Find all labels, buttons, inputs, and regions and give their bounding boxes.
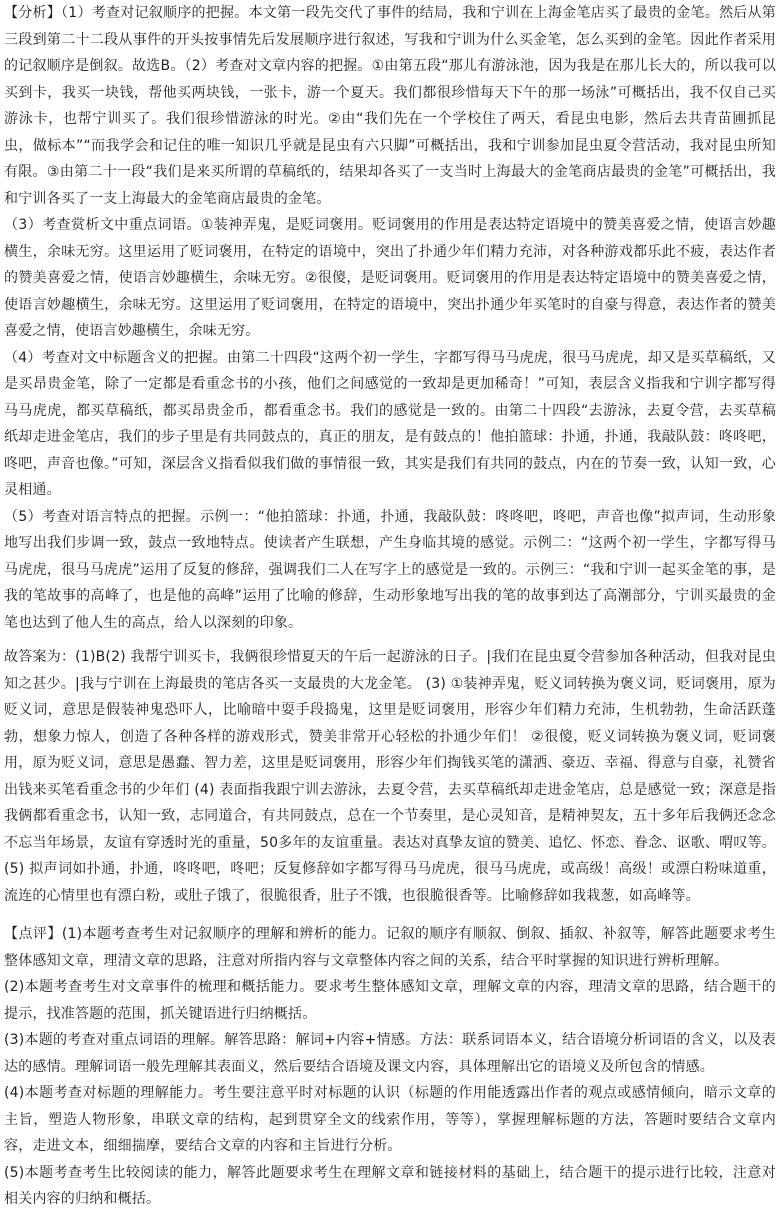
comment-paragraph-3: (3)本题的考查对重点词语的理解。解答思路：解词+内容+情感。方法：联系词语本义，结合语境分析词语的含义，以及表达的感情。理解词语一般先理解其表面义，然后要结合语境及课文内容，具体理解出它的语境义及所包含的情感。	[4, 1032, 776, 1075]
analysis-paragraph-3: （4）考查对文中标题含义的把握。由第二十四段“这两个初一学生，字都写得马马虎虎，很马马虎虎，却又是买草稿纸，又是买昂贵金笔，除了一定都是看重念书的小孩，他们之间感觉的一致却是更加稀奇！”可知，表层含义指我和宁训字都写得马马虎虎，都买草稿纸，都买昂贵金币，都看重念书。我们的感觉是一致的。由第二十四段“去游泳，去夏令营，去买草稿纸却走进金笔店，我们的步子里是有共同鼓点的，真正的朋友，是有鼓点的！他拍篮球：扑通，扑通，我敲队鼓：咚咚吧，咚吧，声音也像。”可知，深层含义指看似我们做的事情很一致，其实是我们有共同的鼓点，内在的节奏一致，认知一致，心灵相通。	[4, 349, 776, 498]
analysis-paragraph-4: （5）考查对语言特点的把握。示例一：“他拍篮球：扑通，扑通，我敲队鼓：咚咚吧，咚吧，声音也像”拟声词，生动形象地写出我们步调一致，鼓点一致地特点。使读者产生联想，产生身临其境的感觉。示例二：“这两个初一学生，字都写得马马虎虎，很马马虎虎”运用了反复的修辞，强调我们二人在写字上的感觉是一致的。示例三：“我和宁训一起买金笔的事，是我的笔故事的高峰了，也是他的高峰”运用了比喻的修辞，生动形象地写出我的笔的故事到达了高潮部分，宁训买最贵的金笔也达到了他人生的高点，给人以深刻的印象。	[4, 508, 776, 631]
analysis-paragraph-2: （3）考查赏析文中重点词语。①装神弄鬼，是贬词褒用。贬词褒用的作用是表达特定语境中的赞美喜爱之情，使语言妙趣横生，余味无穷。这里运用了贬词褒用，在特定的语境中，突出了扑通少年们精力充沛，对各种游戏都乐此不疲，表达作者的赞美喜爱之情，使语言妙趣横生，余味无穷。②很傻，是贬词褒用。贬词褒用的作用是表达特定语境中的赞美喜爱之情，使语言妙趣横生，余味无穷。这里运用了贬词褒用，在特定的语境中，突出扑通少年买笔时的自豪与得意，表达作者的赞美喜爱之情，使语言妙趣横生，余味无穷。	[4, 217, 776, 339]
comment-paragraph-1: 【点评】(1)本题考查考生对记叙顺序的理解和辨析的能力。记叙的顺序有顺叙、倒叙、插叙、补叙等，解答此题要求考生整体感知文章，理清文章的思路，注意对所指内容与文章整体内容之间的关系，结合平时掌握的知识进行辨析理解。	[4, 926, 776, 969]
analysis-paragraph-1: 【分析】（1）考查对记叙顺序的把握。本文第一段先交代了事件的结局，我和宁训在上海金笔店买了最贵的金笔。然后从第三段到第二十二段从事件的开头按事情先后发展顺序进行叙述，写我和宁训为什么买金笔，怎么买到的金笔。因此作者采用的记叙顺序是倒叙。故选B。（2）考查对文章内容的把握。①由第五段“那儿有游泳池，因为我是在那儿长大的，所以我可以买到卡，我买一块钱，帮他买两块钱，一张卡，游一个夏天。我们都很珍惜每天下午的那一场泳”可概括出，我不仅自己买游泳卡，也帮宁训买了。我们很珍惜游泳的时光。②由“我们先在一个学校住了两天，看昆虫电影，然后去共青苗圃抓昆虫，做标本”“而我学会和记住的唯一知识几乎就是昆虫有六只脚”可概括出，我和宁训参加昆虫夏令营活动，我对昆虫所知有限。③由第二十一段“我们是来买所谓的草稿纸的，结果却各买了一支当时上海最大的金笔商店最贵的金笔”可概括出，我和宁训各买了一支上海最大的金笔商店最贵的金笔。	[4, 5, 776, 207]
comment-paragraph-4: (4)本题考查对标题的理解能力。考生要注意平时对标题的认识（标题的作用能透露出作者的观点或感情倾向，暗示文章的主旨，塑造人物形象，串联文章的结构，起到贯穿全文的线索作用，等等），掌握理解标题的方法，答题时要结合文章内容，走进文本，细细揣摩，要结合文章的内容和主旨进行分析。	[4, 1085, 776, 1154]
section-spacer	[4, 636, 776, 644]
comment-paragraph-5: (5)本题考查考生比较阅读的能力，解答此题要求考生在理解文章和链接材料的基础上，结合题干的提示进行比较，注意对相关内容的归纳和概括。	[4, 1164, 776, 1207]
answer-paragraph: 故答案为：(1)B(2) 我帮宁训买卡，我俩很珍惜夏天的午后一起游泳的日子。|我们在昆虫夏令营参加各种活动，但我对昆虫知之甚少。|我与宁训在上海最贵的笔店各买一支最贵的大龙金笔。 (3) ①装神弄鬼，贬义词转换为褒义词，贬词褒用，原为贬义词，意思是假装神鬼恐吓人，比喻暗中耍手段捣鬼，这里是贬词褒用，形容少年们精力充沛，生机勃勃，生命活跃蓬勃，想象力惊人，创造了各种各样的游戏形式，赞美非常开心轻松的扑通少年们！ ②很傻，贬义词转换为褒义词，贬词褒用，原为贬义词，意思是愚蠢、智力差，这里是贬词褒用，形容少年们掏钱买笔的潇洒、豪迈、幸福、得意与自豪，礼赞省出钱来买笔看重念书的少年们 (4) 表面指我跟宁训去游泳，去夏令营，去买草稿纸却走进金笔店，总是感觉一致；深意是指我俩都看重念书，认知一致，志同道合，有共同鼓点，总在一个节奏里，是心灵知音，是精神契友，五十多年后我俩还念念不忘当年场景，友谊有穿透时光的重量，50多年的友谊重量。表达对真挚友谊的赞美、追忆、怀恋、眷念、讴歌、喟叹等。 (5) 拟声词如扑通，扑通，咚咚吧，咚吧；反复修辞如字都写得马马虎虎，很马马虎虎，或高级！高级！或漂白粉味道重，流连的心情里也有漂白粉，或肚子饿了，很脆很香，肚子不饿，也很脆很香等。比喻修辞如我栽葱，如高峰等。	[4, 649, 776, 904]
section-spacer	[4, 909, 776, 921]
comment-paragraph-2: (2)本题考查考生对文章事件的梳理和概括能力。要求考生整体感知文章，理解文章的内容，理清文章的思路，结合题干的提示，找准答题的范围，抓关键语进行归纳概括。	[4, 979, 776, 1022]
